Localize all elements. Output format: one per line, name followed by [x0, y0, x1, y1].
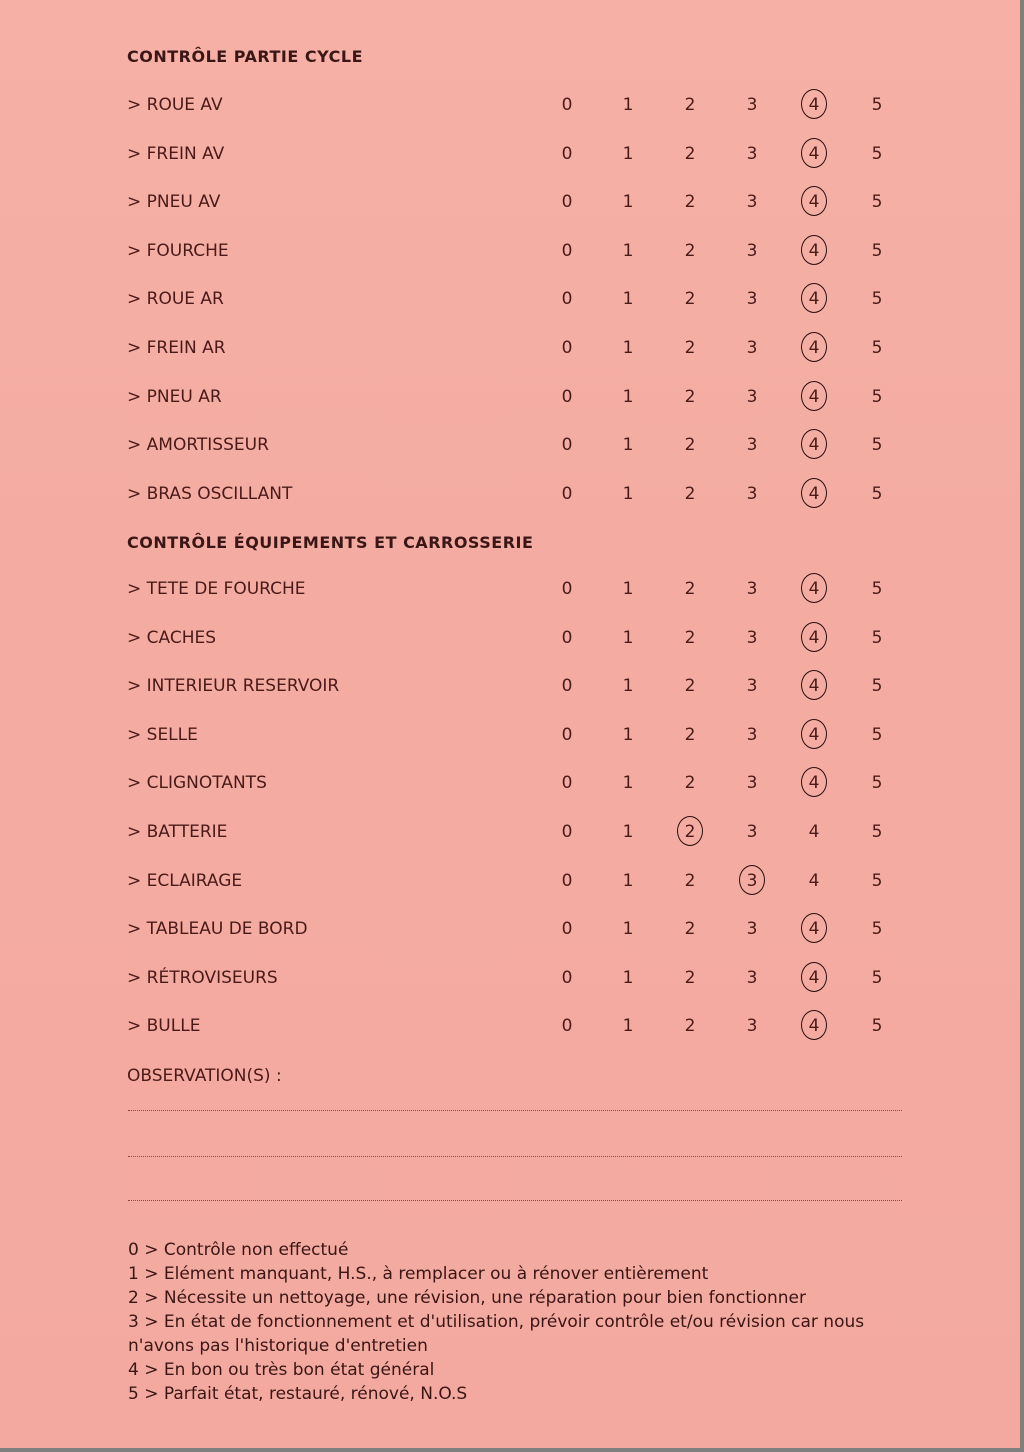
rating-option[interactable]: 1	[622, 1016, 634, 1037]
rating-option[interactable]: 5	[871, 627, 883, 648]
legend-item: 2 > Nécessite un nettoyage, une révision, une réparation pour bien fonctionner	[128, 1288, 806, 1308]
checklist-item-label: > FOURCHE	[127, 240, 229, 261]
rating-option[interactable]: 1	[622, 338, 634, 358]
rating-option[interactable]: 1	[622, 192, 634, 213]
selected-rating[interactable]: 4	[799, 95, 829, 115]
checklist-item-label: > ECLAIRAGE	[127, 870, 243, 891]
rating-option[interactable]: 5	[871, 240, 883, 261]
checklist-item-label: > ROUE AV	[127, 95, 223, 115]
rating-option[interactable]: 3	[746, 1016, 758, 1037]
rating-option[interactable]: 2	[684, 143, 696, 164]
rating-option[interactable]: 2	[684, 338, 696, 358]
selected-rating[interactable]: 4	[799, 241, 829, 261]
section-title-equipment: CONTRÔLE ÉQUIPEMENTS ET CARROSSERIE	[127, 533, 534, 552]
rating-option[interactable]: 3	[746, 386, 758, 407]
rating-option[interactable]: 5	[871, 822, 883, 842]
selected-rating[interactable]: 4	[799, 676, 829, 696]
checklist-row	[0, 725, 1020, 755]
section-title-cycle: CONTRÔLE PARTIE CYCLE	[127, 47, 363, 66]
rating-option[interactable]: 1	[622, 822, 634, 842]
checklist-row	[0, 919, 1020, 949]
selected-rating[interactable]: 4	[799, 435, 829, 455]
rating-option[interactable]: 1	[622, 870, 634, 891]
selected-rating[interactable]: 4	[799, 968, 829, 988]
checklist-row	[0, 484, 1020, 514]
rating-option[interactable]: 2	[684, 579, 696, 599]
rating-option[interactable]: 1	[622, 627, 634, 648]
legend-item: 0 > Contrôle non effectué	[128, 1240, 349, 1260]
selected-rating[interactable]: 4	[799, 628, 829, 648]
selected-rating[interactable]: 4	[799, 387, 829, 407]
rating-option[interactable]: 5	[871, 143, 883, 164]
rating-option[interactable]: 5	[871, 579, 883, 599]
rating-option[interactable]: 2	[684, 676, 696, 697]
rating-option[interactable]: 2	[684, 386, 696, 407]
rating-option[interactable]: 1	[622, 967, 634, 988]
rating-option[interactable]: 2	[684, 289, 696, 310]
rating-option[interactable]: 2	[684, 919, 696, 940]
rating-option[interactable]: 2	[684, 724, 696, 745]
rating-option[interactable]: 5	[871, 676, 883, 697]
checklist-row	[0, 1016, 1020, 1046]
rating-option[interactable]: 0	[561, 483, 573, 504]
rating-option[interactable]: 3	[746, 919, 758, 940]
checklist-row	[0, 579, 1020, 609]
checklist-row	[0, 773, 1020, 803]
rating-option[interactable]: 0	[561, 676, 573, 697]
checklist-item-label: > RÉTROVISEURS	[127, 967, 278, 988]
rating-option[interactable]: 0	[561, 435, 573, 456]
rating-option[interactable]: 4	[808, 822, 820, 842]
rating-option[interactable]: 0	[561, 240, 573, 261]
checklist-item-label: > ROUE AR	[127, 289, 224, 310]
rating-option[interactable]: 3	[746, 579, 758, 599]
selected-rating[interactable]: 2	[675, 822, 705, 842]
rating-option[interactable]: 2	[684, 240, 696, 261]
selected-rating[interactable]: 4	[799, 484, 829, 504]
rating-option[interactable]: 3	[746, 240, 758, 261]
rating-option[interactable]: 5	[871, 435, 883, 456]
rating-option[interactable]: 0	[561, 289, 573, 310]
checklist-item-label: > BATTERIE	[127, 822, 228, 842]
rating-option[interactable]: 5	[871, 967, 883, 988]
rating-option[interactable]: 0	[561, 870, 573, 891]
checklist-item-label: > TETE DE FOURCHE	[127, 579, 306, 599]
rating-option[interactable]: 1	[622, 95, 634, 115]
rating-option[interactable]: 1	[622, 483, 634, 504]
rating-option[interactable]: 2	[684, 627, 696, 648]
rating-option[interactable]: 3	[746, 435, 758, 456]
checklist-row	[0, 192, 1020, 222]
rating-option[interactable]: 1	[622, 579, 634, 599]
rating-option[interactable]: 3	[746, 192, 758, 213]
rating-option[interactable]: 2	[684, 870, 696, 891]
selected-rating[interactable]: 4	[799, 773, 829, 793]
checklist-item-label: > FREIN AV	[127, 143, 225, 164]
rating-option[interactable]: 3	[746, 676, 758, 697]
rating-legend	[128, 1238, 898, 1406]
rating-option[interactable]: 1	[622, 289, 634, 310]
checklist-item-label: > BULLE	[127, 1016, 201, 1037]
rating-option[interactable]: 1	[622, 773, 634, 794]
rating-option[interactable]: 4	[808, 870, 820, 891]
legend-item: 1 > Elément manquant, H.S., à remplacer ou à rénover entièrement	[128, 1264, 709, 1284]
rating-option[interactable]: 2	[684, 967, 696, 988]
checklist-item-label: > AMORTISSEUR	[127, 435, 269, 456]
rating-option[interactable]: 5	[871, 289, 883, 310]
checklist-item-label: > CLIGNOTANTS	[127, 773, 267, 794]
selected-rating[interactable]: 4	[799, 1016, 829, 1036]
rating-option[interactable]: 5	[871, 483, 883, 504]
checklist-item-label: > PNEU AV	[127, 192, 221, 213]
observation-line	[128, 1110, 902, 1111]
checklist-item-label: > PNEU AR	[127, 386, 222, 407]
rating-option[interactable]: 3	[746, 289, 758, 310]
rating-option[interactable]: 5	[871, 773, 883, 794]
rating-option[interactable]: 2	[684, 773, 696, 794]
rating-option[interactable]: 5	[871, 192, 883, 213]
legend-item: 4 > En bon ou très bon état général	[128, 1360, 435, 1380]
selected-rating[interactable]: 4	[799, 579, 829, 599]
checklist-row	[0, 387, 1020, 417]
rating-option[interactable]: 0	[561, 724, 573, 745]
selected-rating[interactable]: 4	[799, 338, 829, 358]
rating-option[interactable]: 1	[622, 919, 634, 940]
checklist-row	[0, 435, 1020, 465]
checklist-row	[0, 144, 1020, 174]
rating-option[interactable]: 3	[746, 483, 758, 504]
selected-rating[interactable]: 4	[799, 725, 829, 745]
rating-option[interactable]: 3	[746, 822, 758, 842]
rating-option[interactable]: 3	[746, 967, 758, 988]
checklist-row	[0, 628, 1020, 658]
selected-rating[interactable]: 4	[799, 144, 829, 164]
checklist-row	[0, 676, 1020, 706]
rating-option[interactable]: 5	[871, 1016, 883, 1037]
rating-option[interactable]: 2	[684, 435, 696, 456]
rating-option[interactable]: 1	[622, 435, 634, 456]
rating-option[interactable]: 2	[684, 1016, 696, 1037]
checklist-item-label: > SELLE	[127, 724, 198, 745]
rating-option[interactable]: 1	[622, 143, 634, 164]
rating-option[interactable]: 0	[561, 192, 573, 213]
rating-option[interactable]: 0	[561, 1016, 573, 1037]
rating-option[interactable]: 3	[746, 338, 758, 358]
checklist-row	[0, 241, 1020, 271]
checklist-row	[0, 289, 1020, 319]
observation-line	[128, 1200, 902, 1201]
checklist-item-label: > CACHES	[127, 627, 217, 648]
rating-option[interactable]: 0	[561, 919, 573, 940]
legend-item: 3 > En état de fonctionnement et d'utilisation, prévoir contrôle et/ou révision car nous n'avons pas l'historique d'entretien	[128, 1312, 865, 1356]
checklist-row	[0, 968, 1020, 998]
rating-option[interactable]: 5	[871, 386, 883, 407]
rating-option[interactable]: 2	[684, 192, 696, 213]
rating-option[interactable]: 5	[871, 338, 883, 358]
rating-option[interactable]: 0	[561, 579, 573, 599]
checklist-item-label: > BRAS OSCILLANT	[127, 483, 293, 504]
observations-label: OBSERVATION(S) :	[127, 1066, 282, 1086]
checklist-row	[0, 822, 1020, 852]
rating-option[interactable]: 3	[746, 627, 758, 648]
rating-option[interactable]: 0	[561, 822, 573, 842]
checklist-row	[0, 871, 1020, 901]
rating-option[interactable]: 0	[561, 773, 573, 794]
rating-option[interactable]: 0	[561, 967, 573, 988]
rating-option[interactable]: 5	[871, 870, 883, 891]
rating-option[interactable]: 0	[561, 338, 573, 358]
rating-option[interactable]: 0	[561, 95, 573, 115]
selected-rating[interactable]: 4	[799, 192, 829, 212]
rating-option[interactable]: 1	[622, 386, 634, 407]
checklist-item-label: > INTERIEUR RESERVOIR	[127, 676, 340, 697]
checklist-row	[0, 338, 1020, 368]
rating-option[interactable]: 5	[871, 95, 883, 115]
rating-option[interactable]: 2	[684, 95, 696, 115]
rating-option[interactable]: 5	[871, 724, 883, 745]
legend-item: 5 > Parfait état, restauré, rénové, N.O.S	[128, 1384, 468, 1404]
rating-option[interactable]: 5	[871, 919, 883, 940]
rating-option[interactable]: 1	[622, 240, 634, 261]
checklist-item-label: > TABLEAU DE BORD	[127, 919, 308, 940]
selected-rating[interactable]: 3	[737, 871, 767, 891]
rating-option[interactable]: 1	[622, 724, 634, 745]
checklist-row	[0, 95, 1020, 125]
rating-option[interactable]: 3	[746, 724, 758, 745]
rating-option[interactable]: 3	[746, 143, 758, 164]
rating-option[interactable]: 0	[561, 627, 573, 648]
selected-rating[interactable]: 4	[799, 919, 829, 939]
observation-line	[128, 1156, 902, 1157]
rating-option[interactable]: 3	[746, 95, 758, 115]
rating-option[interactable]: 2	[684, 483, 696, 504]
rating-option[interactable]: 0	[561, 386, 573, 407]
rating-option[interactable]: 3	[746, 773, 758, 794]
selected-rating[interactable]: 4	[799, 289, 829, 309]
checklist-item-label: > FREIN AR	[127, 338, 226, 358]
rating-option[interactable]: 0	[561, 143, 573, 164]
rating-option[interactable]: 1	[622, 676, 634, 697]
